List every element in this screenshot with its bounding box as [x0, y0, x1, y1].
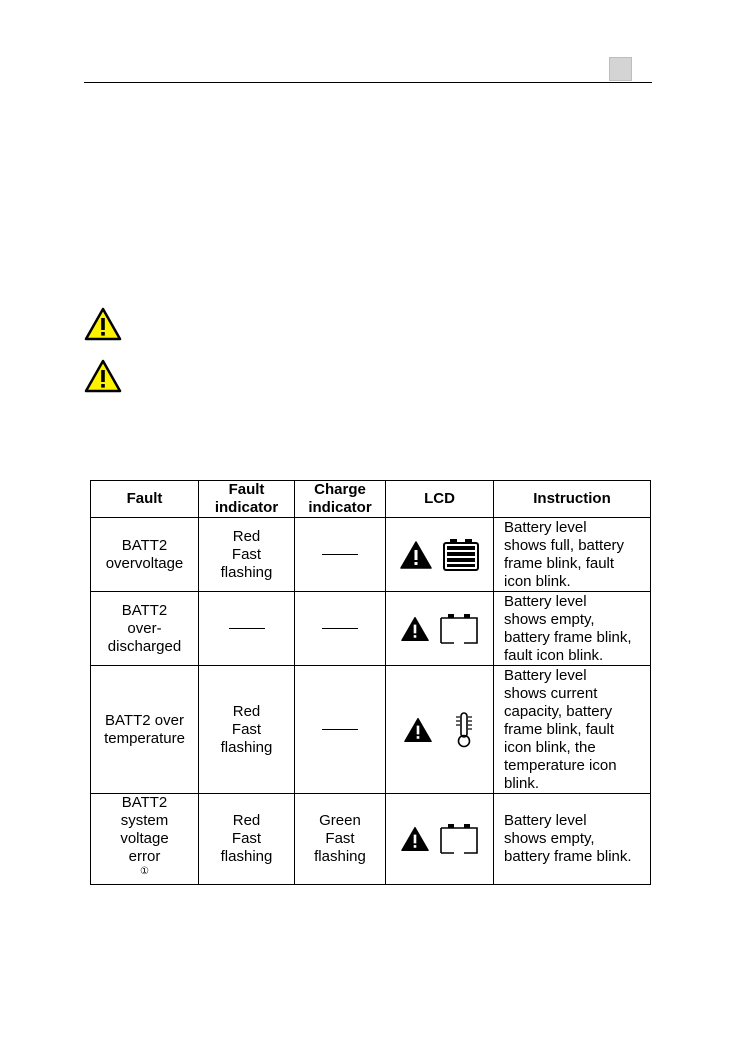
fault-indicator-cell: Red Fast flashing: [199, 666, 295, 794]
charge-indicator-cell: Green Fast flashing: [295, 794, 386, 885]
header-fault-indicator: Fault indicator: [199, 481, 295, 518]
table-header-row: [91, 481, 651, 518]
none-dash: [229, 628, 265, 629]
header-charge-indicator: Charge indicator: [295, 481, 386, 518]
battery-empty-icon: [439, 823, 479, 855]
fault-indicator-cell: Red Fast flashing: [199, 518, 295, 592]
table-row: [91, 794, 651, 885]
instruction-cell: Battery level shows current capacity, battery frame blink, fault icon blink, the temperature icon blink.: [494, 666, 651, 794]
lcd-cell: [386, 666, 494, 794]
page-tab: [609, 57, 632, 81]
warning-triangle-icon: [84, 307, 122, 341]
fault-cell: BATT2 over temperature: [91, 666, 199, 794]
none-dash: [322, 729, 358, 730]
instruction-cell: Battery level shows empty, battery frame blink, fault icon blink.: [494, 592, 651, 666]
lcd-cell: [386, 518, 494, 592]
table-row: [91, 518, 651, 592]
lcd-cell: [386, 794, 494, 885]
header-lcd: LCD: [386, 481, 494, 518]
fault-cell: BATT2 overvoltage: [91, 518, 199, 592]
thermometer-icon: [454, 712, 476, 748]
fault-cell: BATT2 system voltage error ①: [91, 794, 199, 885]
lcd-cell: [386, 592, 494, 666]
fault-cell: BATT2 over- discharged: [91, 592, 199, 666]
header-rule: [84, 82, 652, 83]
warning-icon: [404, 717, 432, 743]
warning-icon: [401, 616, 429, 642]
table-row: [91, 592, 651, 666]
charge-indicator-cell: [295, 592, 386, 666]
header-instruction: Instruction: [494, 481, 651, 518]
none-dash: [322, 554, 358, 556]
battery-empty-icon: [439, 613, 479, 645]
warning-icon: [401, 826, 429, 852]
charge-indicator-cell: [295, 518, 386, 592]
none-dash: [322, 628, 358, 629]
warning-triangle-icon: [84, 359, 122, 393]
battery-full-icon: [442, 538, 480, 572]
fault-indicator-cell: [199, 592, 295, 666]
battery-fault-table: [90, 480, 651, 885]
charge-indicator-cell: [295, 666, 386, 794]
fault-indicator-cell: Red Fast flashing: [199, 794, 295, 885]
instruction-cell: Battery level shows empty, battery frame blink.: [494, 794, 651, 885]
table-row: [91, 666, 651, 794]
warning-icon: [400, 541, 432, 569]
header-fault: Fault: [91, 481, 199, 518]
instruction-cell: Battery level shows full, battery frame blink, fault icon blink.: [494, 518, 651, 592]
footnote-mark: ①: [140, 866, 149, 877]
